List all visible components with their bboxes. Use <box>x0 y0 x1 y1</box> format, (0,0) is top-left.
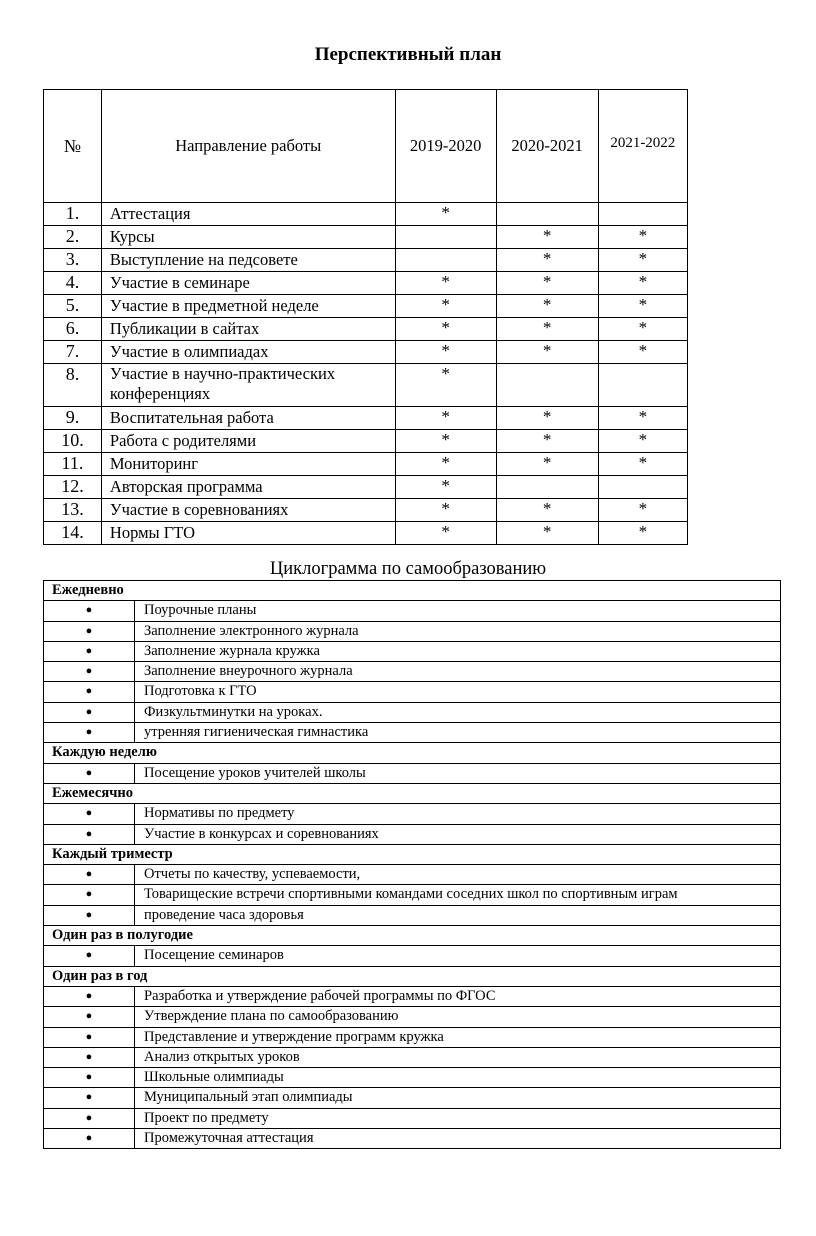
bullet-icon: ● <box>44 885 135 905</box>
plan-row-number: 4. <box>44 272 102 295</box>
bullet-icon: ● <box>44 723 135 743</box>
cyclogram-item-row <box>44 905 781 925</box>
plan-mark-year-2 <box>496 476 598 499</box>
bullet-icon: ● <box>44 946 135 966</box>
cyclogram-item-text: Представление и утверждение программ кружка <box>135 1027 781 1047</box>
plan-row-direction: Выступление на педсовете <box>101 249 395 272</box>
plan-row-direction: Аттестация <box>101 203 395 226</box>
plan-mark-year-3 <box>598 364 687 407</box>
bullet-icon: ● <box>44 662 135 682</box>
plan-mark-year-1 <box>395 249 496 272</box>
cyclogram-item-row <box>44 1007 781 1027</box>
plan-mark-year-2: * <box>496 453 598 476</box>
cyclogram-item-text: Проект по предмету <box>135 1108 781 1128</box>
plan-mark-year-2: * <box>496 295 598 318</box>
cyclogram-item-row <box>44 682 781 702</box>
plan-mark-year-1: * <box>395 453 496 476</box>
cyclogram-section-row <box>44 966 781 986</box>
plan-mark-year-3: * <box>598 430 687 453</box>
plan-row-number: 7. <box>44 341 102 364</box>
plan-mark-year-2 <box>496 203 598 226</box>
cyclogram-item-row <box>44 1047 781 1067</box>
plan-row <box>44 226 688 249</box>
bullet-icon: ● <box>44 1007 135 1027</box>
plan-row-direction: Участие в предметной неделе <box>101 295 395 318</box>
cyclogram-item-text: Товарищеские встречи спортивными командами соседних школ по спортивным играм <box>135 885 781 905</box>
plan-row <box>44 318 688 341</box>
bullet-icon: ● <box>44 702 135 722</box>
plan-row <box>44 249 688 272</box>
plan-mark-year-2: * <box>496 249 598 272</box>
cyclogram-item-row <box>44 723 781 743</box>
plan-mark-year-1 <box>395 226 496 249</box>
plan-row-direction: Участие в научно-практических конференциях <box>101 364 395 407</box>
plan-row-direction: Участие в олимпиадах <box>101 341 395 364</box>
bullet-icon: ● <box>44 1047 135 1067</box>
plan-row-direction: Авторская программа <box>101 476 395 499</box>
cyclogram-item-text: утренняя гигиеническая гимнастика <box>135 723 781 743</box>
cyclogram-item-row <box>44 1088 781 1108</box>
bullet-icon: ● <box>44 804 135 824</box>
plan-header-row <box>44 90 688 203</box>
cyclogram-item-row <box>44 865 781 885</box>
page-title: Перспективный план <box>314 44 502 65</box>
plan-mark-year-2: * <box>496 407 598 430</box>
plan-row-direction: Участие в семинаре <box>101 272 395 295</box>
plan-row-direction: Нормы ГТО <box>101 522 395 545</box>
plan-row <box>44 364 688 407</box>
cyclogram-item-row <box>44 986 781 1006</box>
plan-row-direction: Участие в соревнованиях <box>101 499 395 522</box>
bullet-icon: ● <box>44 865 135 885</box>
plan-row-number: 5. <box>44 295 102 318</box>
plan-mark-year-2: * <box>496 226 598 249</box>
cyclogram-title: Циклограмма по самообразованию <box>269 559 547 579</box>
cyclogram-item-text: Промежуточная аттестация <box>135 1129 781 1149</box>
cyclogram-item-row <box>44 702 781 722</box>
plan-mark-year-1: * <box>395 318 496 341</box>
plan-mark-year-3: * <box>598 341 687 364</box>
cyclogram-section-row <box>44 926 781 946</box>
plan-mark-year-1: * <box>395 341 496 364</box>
plan-mark-year-3 <box>598 203 687 226</box>
cyclogram-item-text: Разработка и утверждение рабочей программы по ФГОС <box>135 986 781 1006</box>
cyclogram-section-row <box>44 844 781 864</box>
cyclogram-item-text: Посещение семинаров <box>135 946 781 966</box>
cyclogram-section-label: Ежемесячно <box>44 783 781 803</box>
plan-mark-year-1: * <box>395 476 496 499</box>
plan-row-number: 11. <box>44 453 102 476</box>
cyclogram-section-label: Каждую неделю <box>44 743 781 763</box>
plan-row <box>44 407 688 430</box>
plan-row <box>44 499 688 522</box>
cyclogram-item-row <box>44 662 781 682</box>
cyclogram-section-label: Один раз в год <box>44 966 781 986</box>
plan-row-number: 12. <box>44 476 102 499</box>
plan-row-direction: Работа с родителями <box>101 430 395 453</box>
plan-mark-year-3: * <box>598 295 687 318</box>
plan-mark-year-3 <box>598 476 687 499</box>
cyclogram-section-label: Ежедневно <box>44 581 781 601</box>
cyclogram-item-text: Поурочные планы <box>135 601 781 621</box>
cyclogram-item-text: Заполнение электронного журнала <box>135 621 781 641</box>
plan-row-number: 1. <box>44 203 102 226</box>
bullet-icon: ● <box>44 1068 135 1088</box>
bullet-icon: ● <box>44 824 135 844</box>
plan-mark-year-2 <box>496 364 598 407</box>
plan-mark-year-1: * <box>395 522 496 545</box>
plan-mark-year-1: * <box>395 272 496 295</box>
plan-mark-year-2: * <box>496 341 598 364</box>
cyclogram-item-row <box>44 1129 781 1149</box>
cyclogram-item-text: Заполнение журнала кружка <box>135 641 781 661</box>
plan-row <box>44 341 688 364</box>
cyclogram-item-row <box>44 885 781 905</box>
cyclogram-item-row <box>44 1108 781 1128</box>
header-year-1: 2019-2020 <box>395 90 496 203</box>
plan-mark-year-3: * <box>598 249 687 272</box>
header-year-3: 2021-2022 <box>598 90 687 203</box>
bullet-icon: ● <box>44 1027 135 1047</box>
plan-mark-year-1: * <box>395 364 496 407</box>
cyclogram-item-text: Муниципальный этап олимпиады <box>135 1088 781 1108</box>
bullet-icon: ● <box>44 641 135 661</box>
plan-row-direction: Мониторинг <box>101 453 395 476</box>
cyclogram-item-text: Анализ открытых уроков <box>135 1047 781 1067</box>
cyclogram-section-row <box>44 783 781 803</box>
plan-mark-year-3: * <box>598 318 687 341</box>
plan-row <box>44 430 688 453</box>
cyclogram-section-label: Каждый триместр <box>44 844 781 864</box>
plan-row <box>44 272 688 295</box>
cyclogram-item-row <box>44 641 781 661</box>
header-direction: Направление работы <box>101 90 395 203</box>
cyclogram-item-text: проведение часа здоровья <box>135 905 781 925</box>
cyclogram-item-text: Подготовка к ГТО <box>135 682 781 702</box>
cyclogram-item-text: Посещение уроков учителей школы <box>135 763 781 783</box>
plan-mark-year-1: * <box>395 499 496 522</box>
plan-row <box>44 453 688 476</box>
cyclogram-item-text: Утверждение плана по самообразованию <box>135 1007 781 1027</box>
plan-row-number: 8. <box>44 364 102 407</box>
plan-mark-year-1: * <box>395 430 496 453</box>
cyclogram-section-row <box>44 581 781 601</box>
plan-row-direction: Курсы <box>101 226 395 249</box>
cyclogram-item-text: Заполнение внеурочного журнала <box>135 662 781 682</box>
plan-mark-year-3: * <box>598 522 687 545</box>
plan-row-direction: Воспитательная работа <box>101 407 395 430</box>
bullet-icon: ● <box>44 621 135 641</box>
header-number: № <box>44 90 102 203</box>
plan-mark-year-3: * <box>598 407 687 430</box>
plan-mark-year-2: * <box>496 499 598 522</box>
cyclogram-item-text: Нормативы по предмету <box>135 804 781 824</box>
plan-row-direction: Публикации в сайтах <box>101 318 395 341</box>
plan-row <box>44 522 688 545</box>
perspective-plan-table <box>43 89 688 545</box>
cyclogram-table <box>43 580 781 1149</box>
plan-row-number: 10. <box>44 430 102 453</box>
bullet-icon: ● <box>44 1088 135 1108</box>
bullet-icon: ● <box>44 682 135 702</box>
plan-mark-year-2: * <box>496 272 598 295</box>
plan-mark-year-3: * <box>598 226 687 249</box>
cyclogram-item-row <box>44 601 781 621</box>
plan-mark-year-3: * <box>598 499 687 522</box>
cyclogram-section-label: Один раз в полугодие <box>44 926 781 946</box>
bullet-icon: ● <box>44 1129 135 1149</box>
plan-mark-year-3: * <box>598 272 687 295</box>
plan-row <box>44 476 688 499</box>
cyclogram-item-row <box>44 824 781 844</box>
cyclogram-item-row <box>44 946 781 966</box>
bullet-icon: ● <box>44 763 135 783</box>
plan-mark-year-2: * <box>496 522 598 545</box>
bullet-icon: ● <box>44 601 135 621</box>
plan-mark-year-1: * <box>395 295 496 318</box>
cyclogram-item-row <box>44 763 781 783</box>
cyclogram-item-text: Школьные олимпиады <box>135 1068 781 1088</box>
cyclogram-item-text: Участие в конкурсах и соревнованиях <box>135 824 781 844</box>
plan-mark-year-2: * <box>496 318 598 341</box>
plan-row-number: 9. <box>44 407 102 430</box>
cyclogram-item-row <box>44 1068 781 1088</box>
bullet-icon: ● <box>44 986 135 1006</box>
plan-mark-year-1: * <box>395 407 496 430</box>
plan-mark-year-2: * <box>496 430 598 453</box>
cyclogram-item-row <box>44 1027 781 1047</box>
plan-row <box>44 295 688 318</box>
plan-row-number: 6. <box>44 318 102 341</box>
plan-mark-year-1: * <box>395 203 496 226</box>
cyclogram-section-row <box>44 743 781 763</box>
plan-row-number: 2. <box>44 226 102 249</box>
plan-row-number: 13. <box>44 499 102 522</box>
bullet-icon: ● <box>44 1108 135 1128</box>
cyclogram-item-row <box>44 621 781 641</box>
bullet-icon: ● <box>44 905 135 925</box>
plan-row <box>44 203 688 226</box>
plan-row-number: 14. <box>44 522 102 545</box>
plan-row-number: 3. <box>44 249 102 272</box>
header-year-2: 2020-2021 <box>496 90 598 203</box>
plan-mark-year-3: * <box>598 453 687 476</box>
cyclogram-item-row <box>44 804 781 824</box>
cyclogram-item-text: Физкультминутки на уроках. <box>135 702 781 722</box>
cyclogram-item-text: Отчеты по качеству, успеваемости, <box>135 865 781 885</box>
